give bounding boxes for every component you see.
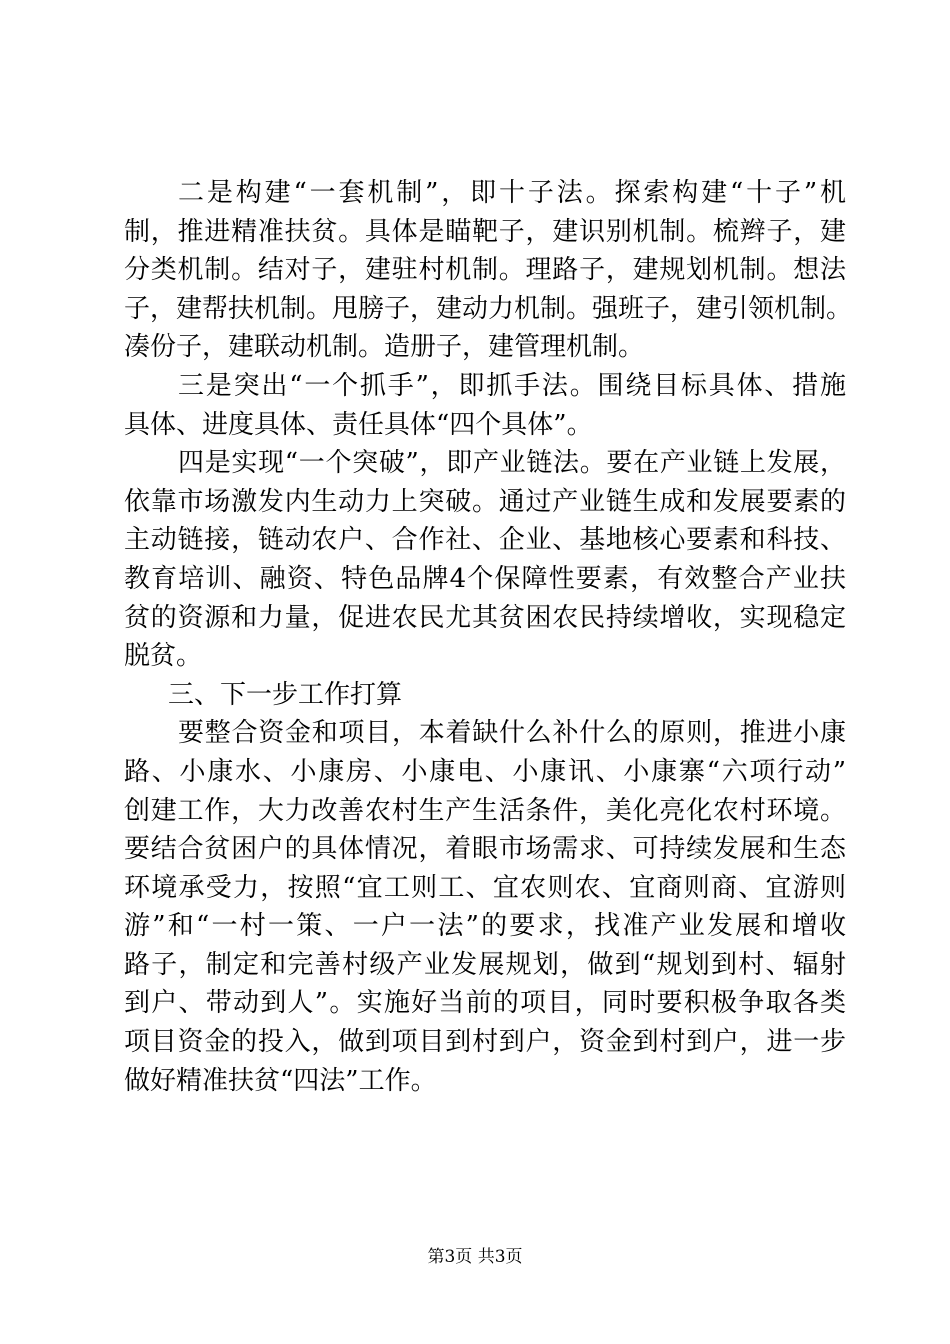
paragraph-4-line-6: 脱贫。 bbox=[124, 641, 203, 672]
paragraph-5-line-9: 项目资金的投入，做到项目到村到户，资金到村到户，进一步 bbox=[124, 1027, 846, 1058]
paragraph-5-line-1: 要整合资金和项目，本着缺什么补什么的原则，推进小康 bbox=[178, 718, 846, 749]
paragraph-2-line-2: 制，推进精准扶贫。具体是瞄靶子，建识别机制。梳辫子，建 bbox=[124, 216, 846, 247]
paragraph-5-line-10: 做好精准扶贫“四法”工作。 bbox=[124, 1065, 437, 1096]
paragraph-2-line-5: 凑份子，建联动机制。造册子，建管理机制。 bbox=[124, 332, 645, 363]
page-number-footer: 第3页 共3页 bbox=[427, 1247, 523, 1267]
paragraph-4-line-1: 四是实现“一个突破”，即产业链法。要在产业链上发展， bbox=[178, 448, 846, 479]
document-body bbox=[124, 174, 853, 1100]
paragraph-5-line-5: 环境承受力，按照“宜工则工、宜农则农、宜商则商、宜游则 bbox=[124, 872, 846, 903]
paragraph-5-line-7: 路子，制定和完善村级产业发展规划，做到“规划到村、辐射 bbox=[124, 949, 846, 980]
paragraph-5-line-2: 路、小康水、小康房、小康电、小康讯、小康寨“六项行动” bbox=[124, 756, 846, 787]
paragraph-5-line-6: 游”和“一村一策、一户一法”的要求，找准产业发展和增收 bbox=[124, 911, 846, 942]
paragraph-2-line-3: 分类机制。结对子，建驻村机制。理路子，建规划机制。想法 bbox=[124, 255, 846, 286]
paragraph-4-line-2: 依靠市场激发内生动力上突破。通过产业链生成和发展要素的 bbox=[124, 486, 846, 517]
paragraph-4-line-3: 主动链接，链动农户、合作社、企业、基地核心要素和科技、 bbox=[124, 525, 846, 556]
paragraph-5-line-3: 创建工作，大力改善农村生产生活条件，美化亮化农村环境。 bbox=[124, 795, 846, 826]
paragraph-2-line-4: 子，建帮扶机制。甩膀子，建动力机制。强班子，建引领机制。 bbox=[124, 293, 853, 324]
section-heading-next-steps: 三、下一步工作打算 bbox=[168, 679, 403, 710]
paragraph-5-line-4: 要结合贫困户的具体情况，着眼市场需求、可持续发展和生态 bbox=[124, 834, 846, 865]
paragraph-4-line-4: 教育培训、融资、特色品牌4个保障性要素，有效整合产业扶 bbox=[124, 563, 846, 594]
paragraph-2-line-1: 二是构建“一套机制”，即十子法。探索构建“十子”机 bbox=[178, 178, 846, 208]
paragraph-5-line-8: 到户、带动到人”。实施好当前的项目，同时要积极争取各类 bbox=[124, 988, 846, 1019]
paragraph-4-line-5: 贫的资源和力量，促进农民尤其贫困农民持续增收，实现稳定 bbox=[124, 602, 846, 633]
paragraph-3-line-2: 具体、进度具体、责任具体“四个具体”。 bbox=[124, 409, 593, 440]
paragraph-3-line-1: 三是突出“一个抓手”，即抓手法。围绕目标具体、措施 bbox=[178, 370, 846, 401]
